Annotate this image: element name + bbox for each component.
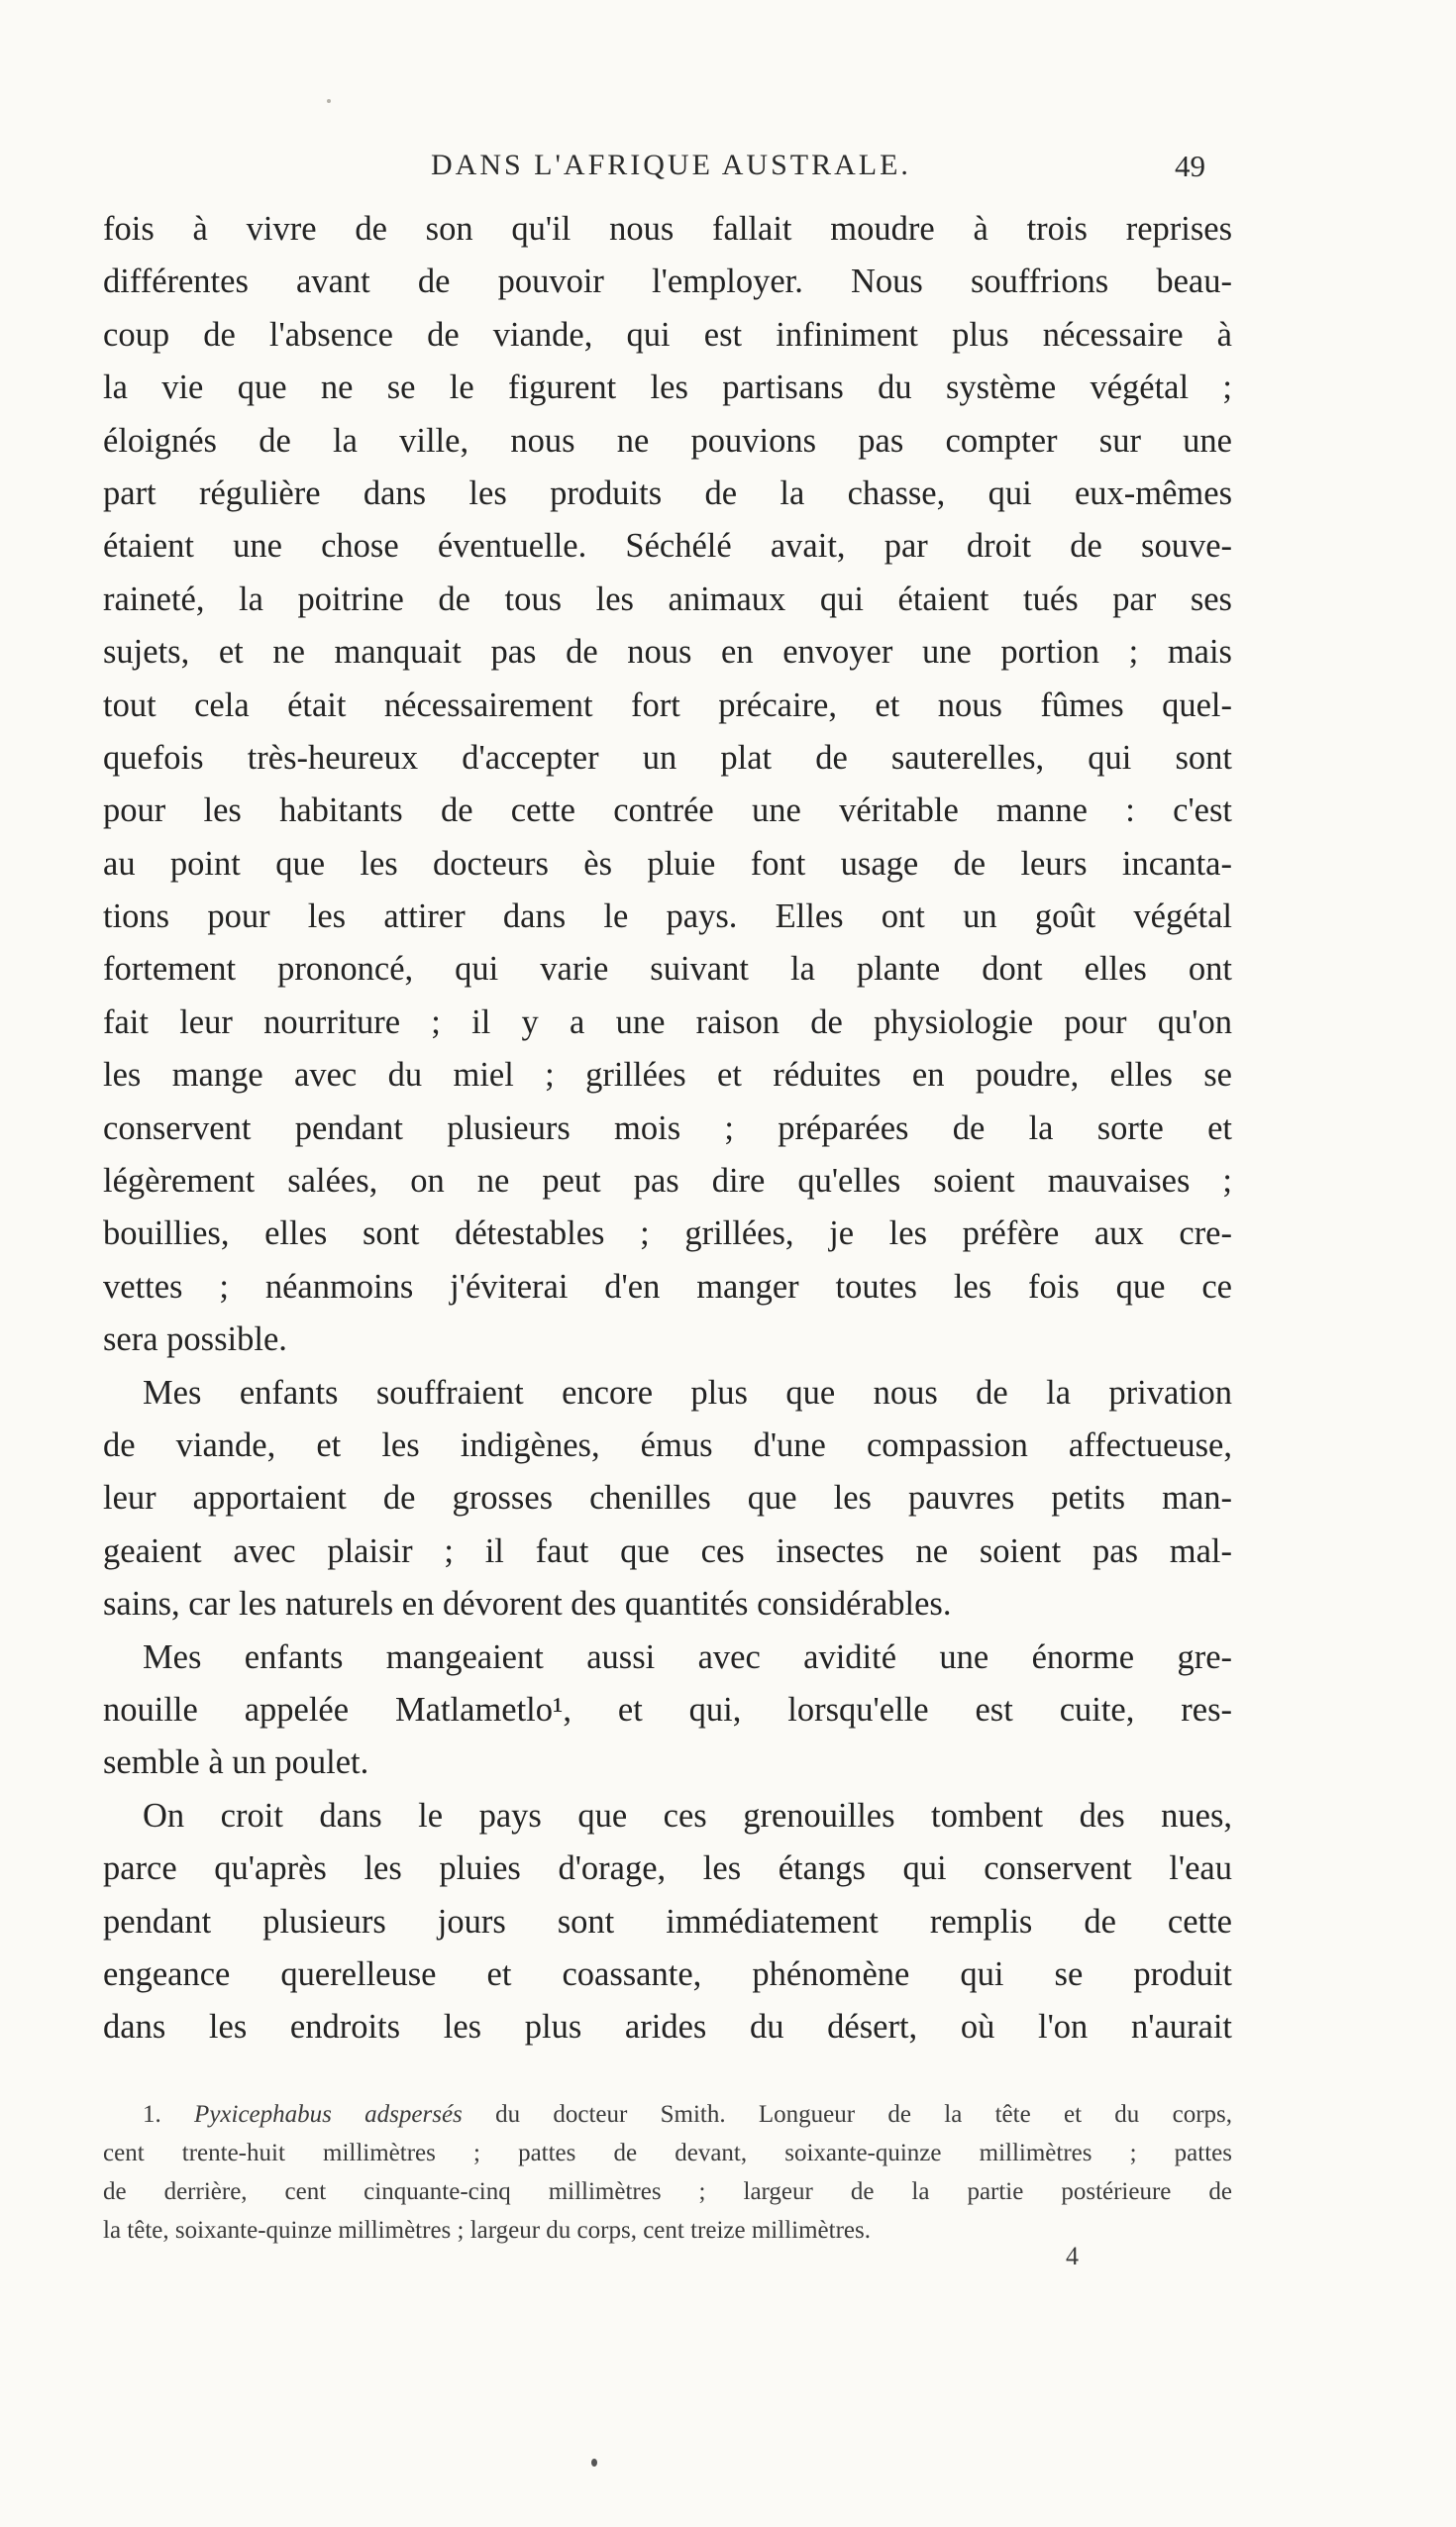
body-text [103, 203, 1232, 2054]
paragraph-start-line: On croit dans le pays que ces grenouilles tombent des nues, [143, 1796, 1232, 1835]
text-line: différentes avant de pouvoir l'employer. Nous souffrions beau- [103, 263, 1232, 301]
text-line: sera possible. [103, 1320, 287, 1359]
text-line: bouillies, elles sont détestables ; grillées, je les préfère aux cre- [103, 1214, 1232, 1253]
footnote [103, 2095, 1232, 2250]
text-line: part régulière dans les produits de la chasse, qui eux-mêmes [103, 474, 1232, 512]
text-line: semble à un poulet. [103, 1743, 369, 1782]
text-line: étaient une chose éventuelle. Séchélé avait, par droit de souve- [103, 527, 1232, 566]
footnote-line [103, 2095, 1232, 2134]
text-line: les mange avec du miel ; grillées et réduites en poudre, elles se [103, 1056, 1232, 1095]
text-line: pendant plusieurs jours sont immédiatement remplis de cette [103, 1902, 1232, 1941]
text-line: pour les habitants de cette contrée une véritable manne : c'est [103, 791, 1232, 830]
paragraph-start-line: Mes enfants mangeaient aussi avec avidité une énorme gre- [143, 1637, 1232, 1676]
text-line: nouille appelée Matlametlo¹, et qui, lorsqu'elle est cuite, res- [103, 1690, 1232, 1729]
text-line: éloignés de la ville, nous ne pouvions pas compter sur une [103, 421, 1232, 460]
text-line: coup de l'absence de viande, qui est infiniment plus nécessaire à [103, 315, 1232, 354]
text-line: tout cela était nécessairement fort précaire, et nous fûmes quel- [103, 685, 1232, 724]
footnote-marker: 1. [143, 2101, 161, 2128]
running-title: DANS L'AFRIQUE AUSTRALE. [431, 149, 911, 181]
footnote-line: de derrière, cent cinquante-cinq millimètres ; largeur de la partie postérieure de [103, 2178, 1232, 2205]
text-line: geaient avec plaisir ; il faut que ces insectes ne soient pas mal- [103, 1531, 1232, 1570]
text-line: fois à vivre de son qu'il nous fallait moudre à trois reprises [103, 210, 1232, 248]
text-line: dans les endroits les plus arides du désert, où l'on n'aurait [103, 2008, 1232, 2047]
text-line: engeance querelleuse et coassante, phénomène qui se produit [103, 1954, 1232, 1993]
footnote-text: du docteur Smith. Longueur de la tête et du corps, [495, 2101, 1232, 2128]
paper-speck [591, 2459, 597, 2467]
text-line: légèrement salées, on ne peut pas dire qu'elles soient mauvaises ; [103, 1162, 1232, 1201]
text-line: quefois très-heureux d'accepter un plat de sauterelles, qui sont [103, 738, 1232, 777]
text-line: fait leur nourriture ; il y a une raison de physiologie pour qu'on [103, 1002, 1232, 1041]
text-line: de viande, et les indigènes, émus d'une compassion affectueuse, [103, 1425, 1232, 1464]
text-line: conservent pendant plusieurs mois ; préparées de la sorte et [103, 1108, 1232, 1147]
text-line: fortement prononcé, qui varie suivant la plante dont elles ont [103, 950, 1232, 989]
paragraph-start-line: Mes enfants souffraient encore plus que nous de la privation [143, 1373, 1232, 1412]
text-line: tions pour les attirer dans le pays. Elles ont un goût végétal [103, 897, 1232, 936]
text-line: parce qu'après les pluies d'orage, les étangs qui conservent l'eau [103, 1849, 1232, 1888]
text-line: au point que les docteurs ès pluie font usage de leurs incanta- [103, 844, 1232, 883]
footnote-line: la tête, soixante-quinze millimètres ; largeur du corps, cent treize millimètres. [103, 2217, 871, 2244]
text-line: leur apportaient de grosses chenilles que les pauvres petits man- [103, 1479, 1232, 1518]
text-line: vettes ; néanmoins j'éviterai d'en manger toutes les fois que ce [103, 1267, 1232, 1306]
signature-mark: 4 [1066, 2242, 1079, 2270]
text-line: sains, car les naturels en dévorent des quantités considérables. [103, 1585, 952, 1624]
text-line: la vie que ne se le figurent les partisans du système végétal ; [103, 369, 1232, 407]
text-line: sujets, et ne manquait pas de nous en envoyer une portion ; mais [103, 633, 1232, 672]
footnote-line: cent trente-huit millimètres ; pattes de devant, soixante-quinze millimètres ; pattes [103, 2140, 1232, 2166]
text-line: raineté, la poitrine de tous les animaux qui étaient tués par ses [103, 579, 1232, 618]
paper-speck [327, 99, 331, 103]
running-head [0, 149, 1456, 188]
page-number: 49 [1175, 149, 1205, 183]
footnote-species-name: Pyxicephabus adspersés [194, 2101, 463, 2128]
